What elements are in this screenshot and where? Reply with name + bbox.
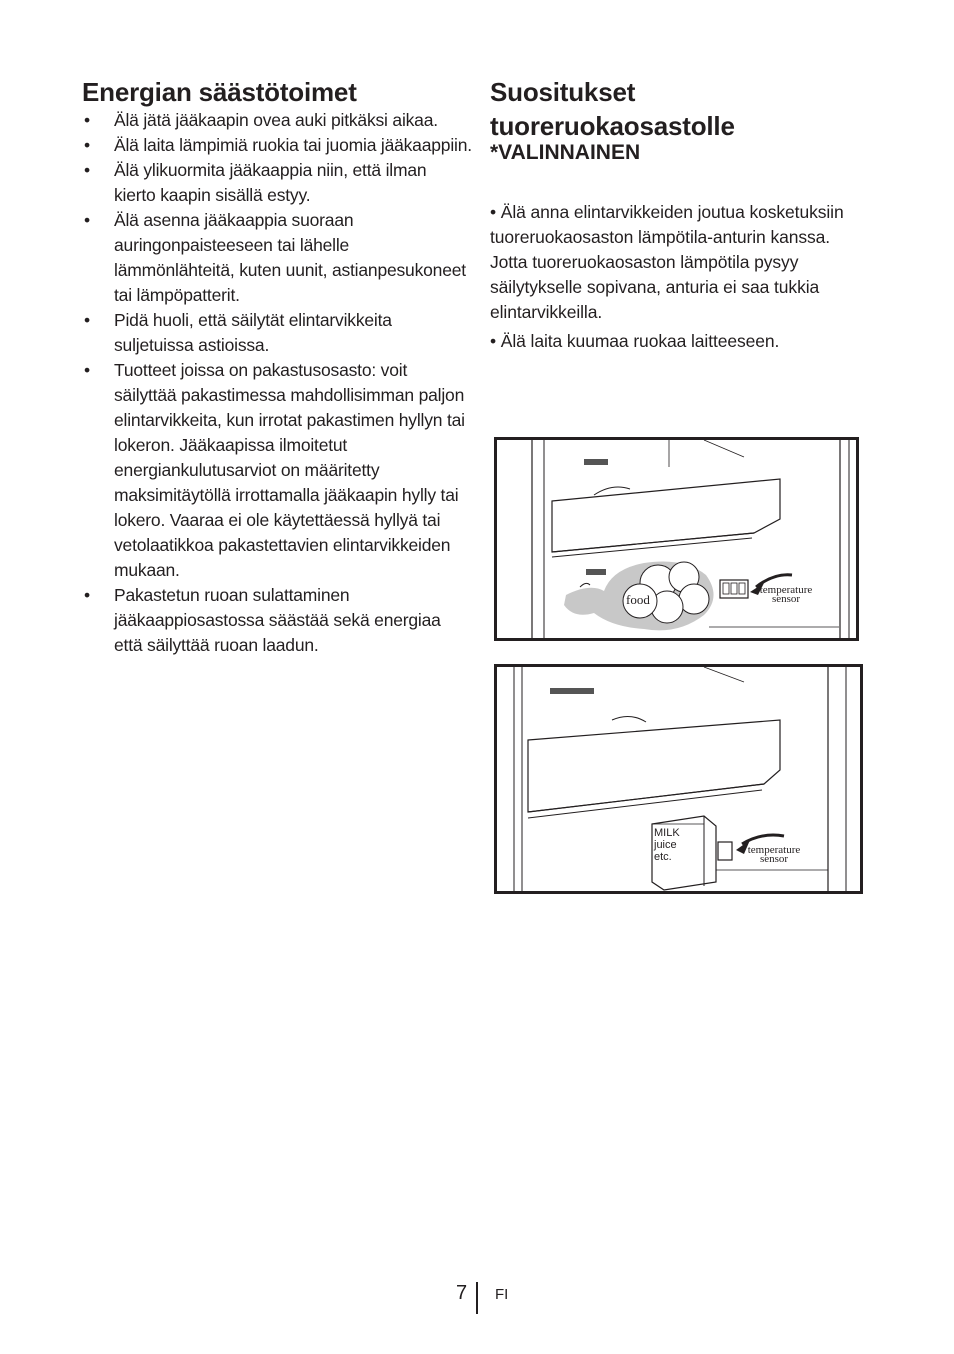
sensor-paragraph: • Älä anna elintarvikkeiden joutua kosketuksiin tuoreruokaosaston lämpötila-anturin kanssa. Jotta tuoreruokaosaston lämpötila pysyy säilytykselle sopivana, anturia ei saa tukkia elintarvikkeilla. [490,202,844,322]
carton-label: juice [654,839,677,851]
list-item [82,308,472,358]
list-item [82,158,472,208]
bullet-icon: • [84,585,90,605]
optional-subtitle: *VALINNAINEN [490,141,641,164]
list-item-text: Tuotteet joissa on pakastusosasto: voit säilyttää pakastimessa mahdollisimman paljon elintarvikkeita, kun irrotat pakastimen hyllyn tai lokeron. Jääkaapissa ilmoitetut energiankulutusarviot on määritetty maksimitäytöllä irrottamalla jääkaapin hylly tai lokero. Vaaraa ei ole käytettäessä hyllyä tai vetolaatikkoa pakastettavien elintarvikkeiden mukaan. [114,360,465,580]
footer-divider [476,1282,478,1314]
sensor-label: sensor [771,593,801,605]
list-item [82,133,472,158]
bullet-icon: • [84,160,90,180]
hot-food-paragraph: • Älä laita kuumaa ruokaa laitteeseen. [490,331,780,351]
sensor-label: sensor [759,853,789,865]
energy-saving-list [82,108,472,658]
list-item [82,108,472,133]
bullet-icon: • [84,310,90,330]
food-label: food [626,592,650,607]
fridge-interior-drawing [494,437,860,643]
list-item-text: Älä laita lämpimiä ruokia tai juomia jääkaappiin. [114,135,472,155]
bullet-icon: • [84,135,90,155]
bullet-icon: • [84,360,90,380]
fresh-food-title-line2: tuoreruokaosastolle [490,111,735,141]
fridge-interior-drawing [494,664,864,896]
list-item [82,208,472,308]
list-item-text: Älä jätä jääkaapin ovea auki pitkäksi aikaa. [114,110,438,130]
sensor-label: temperature [759,584,813,596]
bullet-icon: • [84,110,90,130]
list-item [82,583,472,658]
fridge-carton-sensor-illustration [494,664,864,901]
list-item-text: Pakastetun ruoan sulattaminen jääkaappiosastossa säästää sekä energiaa että säilyttää ruoan laadun. [114,585,441,655]
fridge-food-sensor-illustration [494,437,860,648]
energy-saving-title: Energian säästötoimet [82,77,357,107]
carton-label: MILK [654,827,680,839]
fresh-food-section [490,76,870,354]
bullet-icon: • [84,210,90,230]
fresh-food-title-line1: Suositukset [490,77,636,107]
list-item [82,358,472,583]
list-item-text: Älä asenna jääkaappia suoraan auringonpaisteeseen tai lähelle lämmönlähteitä, kuten uunit, astianpesukoneet tai lämpöpatterit. [114,210,466,305]
sensor-label: temperature [747,844,801,856]
carton-label: etc. [654,851,672,863]
list-item-text: Älä ylikuormita jääkaappia niin, että ilman kierto kaapin sisällä estyy. [114,160,427,205]
list-item-text: Pidä huoli, että säilytät elintarvikkeita suljetuissa astioissa. [114,310,392,355]
page-number: 7 [456,1282,468,1304]
language-code: FI [495,1286,509,1303]
energy-saving-section [82,76,472,658]
